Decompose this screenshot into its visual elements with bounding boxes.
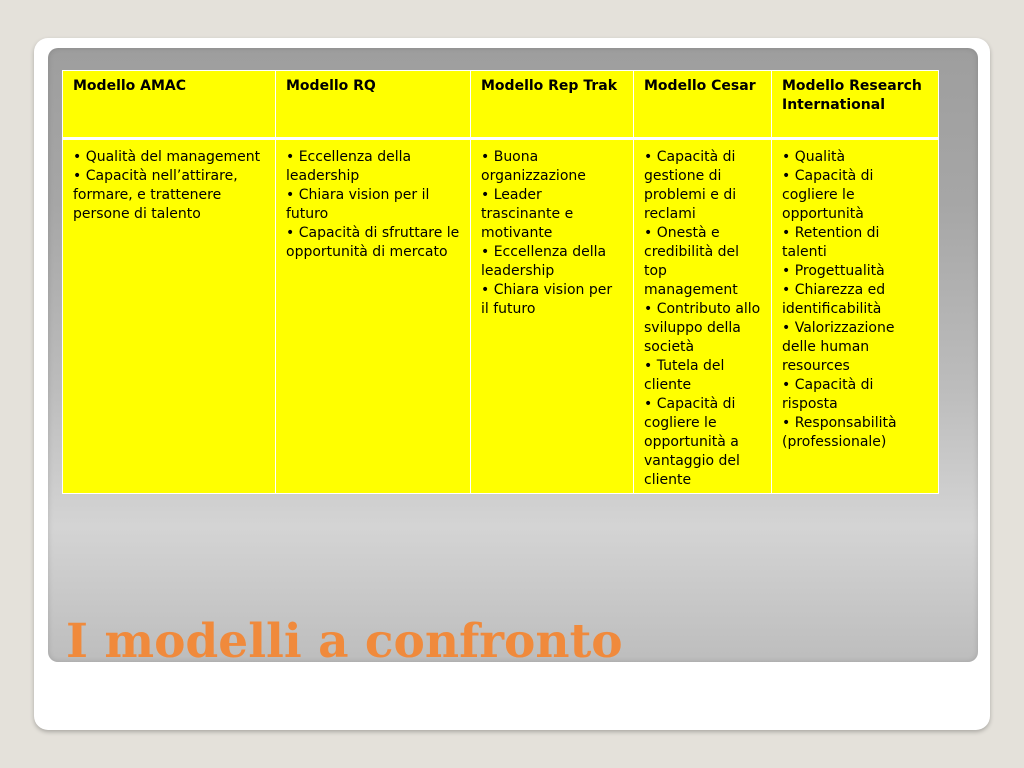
header-cesar: Modello Cesar xyxy=(634,71,772,139)
header-rep-trak: Modello Rep Trak xyxy=(471,71,634,139)
table-row xyxy=(63,139,939,494)
list-item: • Chiara vision per il futuro xyxy=(286,187,430,222)
cell-rq xyxy=(276,139,471,494)
cell-amac xyxy=(63,139,276,494)
header-amac: Modello AMAC xyxy=(63,71,276,139)
list-item: • Chiara vision per il futuro xyxy=(481,282,613,317)
list-item: • Eccellenza della leadership xyxy=(286,149,412,184)
header-research-international: Modello Research International xyxy=(772,71,939,139)
list-item: • Responsabilità (professionale) xyxy=(782,415,897,450)
list-item: • Capacità di cogliere le opportunità xyxy=(782,168,874,222)
cell-research-international xyxy=(772,139,939,494)
list-item: • Valorizzazione delle human resources xyxy=(782,320,895,374)
list-item: • Qualità del management xyxy=(73,149,261,165)
header-rq: Modello RQ xyxy=(276,71,471,139)
list-item: • Progettualità xyxy=(782,263,885,279)
list-item: • Onestà e credibilità del top management xyxy=(644,225,739,298)
list-item: • Capacità nell’attirare, formare, e trattenere persone di talento xyxy=(73,168,238,222)
list-item: • Capacità di risposta xyxy=(782,377,874,412)
list-item: • Retention di talenti xyxy=(782,225,880,260)
list-item: • Capacità di sfruttare le opportunità di mercato xyxy=(286,225,460,260)
list-item: • Contributo allo sviluppo della società xyxy=(644,301,761,355)
list-item: • Chiarezza ed identificabilità xyxy=(782,282,886,317)
list-item: • Buona organizzazione xyxy=(481,149,586,184)
list-item: • Leader trascinante e motivante xyxy=(481,187,574,241)
list-item: • Qualità xyxy=(782,149,846,165)
list-item: • Capacità di gestione di problemi e di reclami xyxy=(644,149,737,222)
list-item: • Tutela del cliente xyxy=(644,358,725,393)
cell-rep-trak xyxy=(471,139,634,494)
table-header-row xyxy=(63,71,939,139)
comparison-table xyxy=(62,70,939,494)
list-item: • Capacità di cogliere le opportunità a vantaggio del cliente xyxy=(644,396,740,488)
slide-title: I modelli a confronto xyxy=(66,614,623,669)
list-item: • Eccellenza della leadership xyxy=(481,244,607,279)
cell-cesar xyxy=(634,139,772,494)
